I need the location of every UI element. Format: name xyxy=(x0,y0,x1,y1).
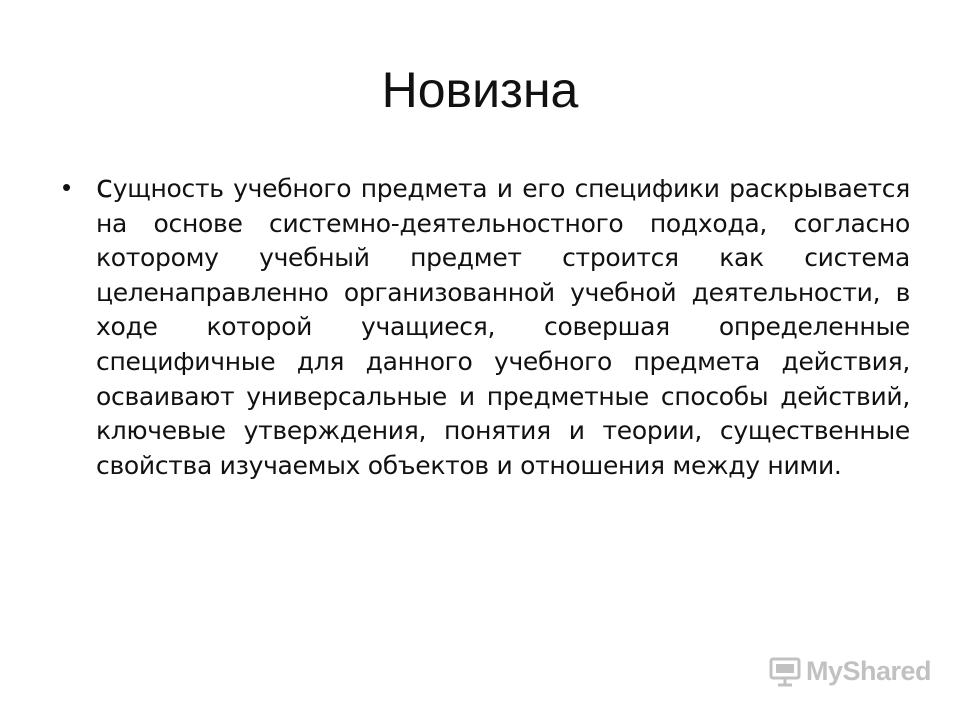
watermark xyxy=(768,656,931,687)
watermark-text: MyShared xyxy=(806,656,932,686)
bullet-text: ущность учебного предмета и его специфики раскрывается на основе системно-деятельностного подхода, согласно которому учебный предмет строится как система целенаправленно организованной учебной деятельности, в ходе которой учащиеся, совершая определенные специфичные для данного учебного предмета действия, осваивают универсальные и предметные способы действий, ключевые утверждения, понятия и теории, существенные свойства изучаемых объектов и отношения между ними. xyxy=(96,174,910,480)
slide-title: Новизна xyxy=(381,62,579,118)
bullet-first-letter: с xyxy=(96,169,113,205)
bullet-list xyxy=(62,170,910,483)
bullet-item xyxy=(62,170,910,483)
bullet-icon: • xyxy=(62,172,71,202)
presentation-board-icon xyxy=(768,657,802,687)
